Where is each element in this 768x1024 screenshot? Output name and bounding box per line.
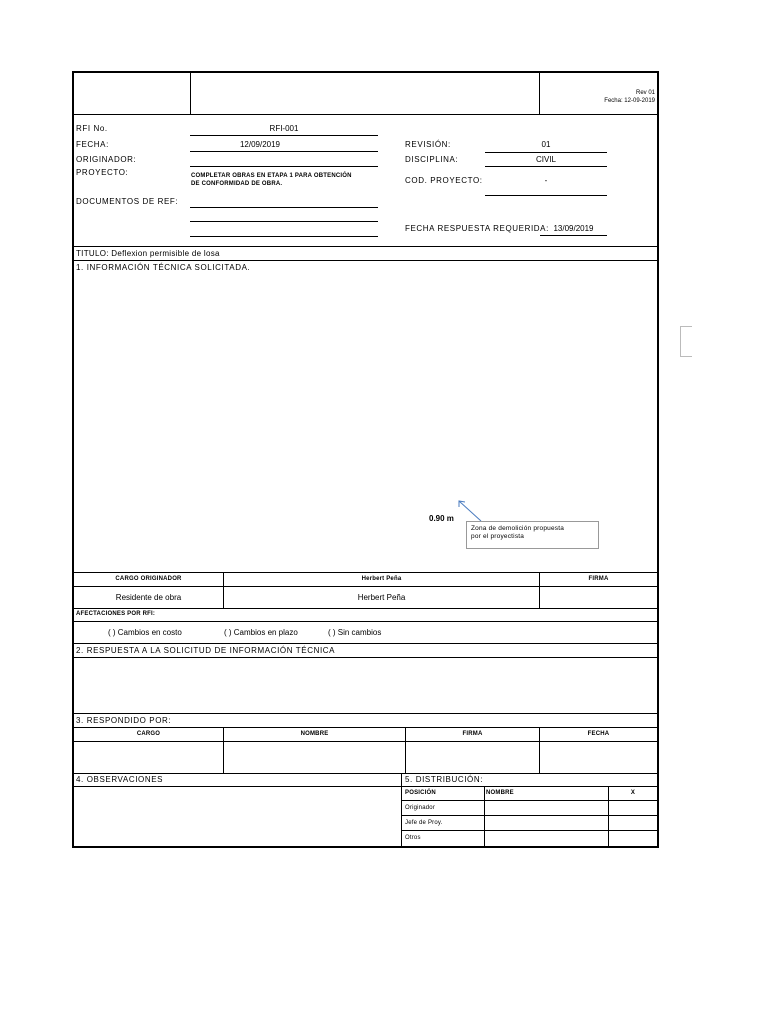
orig-table-top — [72, 572, 659, 573]
cod-proyecto-label: COD. PROYECTO: — [405, 176, 483, 185]
header-bottom-line — [72, 114, 659, 115]
rfi-underline — [190, 135, 378, 136]
fecha-value[interactable]: 12/09/2019 — [239, 140, 281, 149]
titulo[interactable]: TITULO: Deflexion permisible de losa — [76, 249, 220, 258]
resp-firma-cell[interactable] — [406, 742, 539, 773]
section2-heading: 2. RESPUESTA A LA SOLICITUD DE INFORMACIÓN TÉCNICA — [76, 646, 336, 655]
section2-top-line — [72, 643, 659, 644]
section5-heading: 5. DISTRIBUCIÓN: — [405, 775, 484, 784]
orig-col-nombre: Herbert Peña — [361, 576, 402, 582]
revision-value[interactable]: 01 — [541, 140, 551, 149]
doc-rev: Rev 01 — [635, 90, 655, 96]
rfi-label: RFI No. — [76, 124, 108, 133]
resp-col-firma: FIRMA — [462, 731, 483, 737]
dist-row-originador: Originador — [405, 805, 436, 811]
disciplina-underline — [485, 166, 607, 167]
dist-row-3 — [401, 830, 659, 831]
cod-proyecto-value[interactable]: - — [544, 176, 548, 185]
proyecto-label: PROYECTO: — [76, 168, 129, 177]
dist-row-otros: Otros — [405, 835, 421, 841]
orig-firma-cell[interactable] — [540, 587, 657, 608]
orig-cargo-value[interactable]: Residente de obra — [115, 593, 182, 602]
border-right — [657, 71, 659, 848]
originador-underline — [190, 166, 378, 167]
page-side-tab[interactable] — [680, 326, 692, 357]
orig-col-cargo: CARGO ORIGINADOR — [115, 576, 182, 582]
afectaciones-line — [72, 621, 659, 622]
dist-col-nombre: NOMBRE — [486, 790, 514, 796]
fecha-respuesta-underline — [540, 235, 607, 236]
proyecto-value-line1: COMPLETAR OBRAS EN ETAPA 1 PARA OBTENCIÓN — [191, 173, 352, 179]
demolition-note-box — [466, 521, 599, 549]
demolition-note-text — [471, 525, 564, 541]
section3-heading-line — [72, 727, 659, 728]
dist-row-jefe: Jefe de Proy. — [405, 820, 443, 826]
afectaciones-label: AFECTACIONES POR RFI: — [76, 611, 156, 617]
resp-col-fecha: FECHA — [587, 731, 610, 737]
documentos-underline-3 — [190, 236, 378, 237]
originador-label: ORIGINADOR: — [76, 155, 137, 164]
option-sin-cambios[interactable]: ( ) Sin cambios — [328, 628, 382, 637]
section3-heading: 3. RESPONDIDO POR: — [76, 716, 172, 725]
documentos-label: DOCUMENTOS DE REF: — [76, 197, 179, 206]
documentos-underline-1 — [190, 207, 378, 208]
section45-divider — [401, 773, 402, 847]
resp-col-nombre: NOMBRE — [300, 731, 329, 737]
titulo-bottom-line — [72, 260, 659, 261]
revision-underline — [485, 152, 607, 153]
dist-col-1 — [484, 786, 485, 847]
resp-fecha-cell[interactable] — [540, 742, 657, 773]
proyecto-value-line2: DE CONFORMIDAD DE OBRA. — [191, 181, 283, 187]
dist-col-posicion: POSICIÓN — [405, 790, 436, 796]
header-divider-2 — [539, 71, 540, 115]
dimension-label: 0.90 m — [429, 514, 454, 523]
border-bottom — [72, 846, 659, 848]
disciplina-label: DISCIPLINA: — [405, 155, 459, 164]
dist-row-1 — [401, 800, 659, 801]
resp-cargo-cell[interactable] — [74, 742, 223, 773]
revision-label: REVISIÓN: — [405, 140, 451, 149]
fecha-label: FECHA: — [76, 140, 109, 149]
fecha-underline — [190, 151, 378, 152]
demolition-note-line1: Zona de demolición propuesta — [471, 525, 565, 532]
resp-col-cargo: CARGO — [136, 731, 161, 737]
dist-col-x: X — [630, 790, 636, 796]
fecha-respuesta-value[interactable]: 13/09/2019 — [553, 224, 594, 233]
option-cambios-costo[interactable]: ( ) Cambios en costo — [108, 628, 182, 637]
documentos-underline-2 — [190, 221, 378, 222]
orig-col-firma: FIRMA — [588, 576, 609, 582]
doc-date: Fecha: 12-09-2019 — [604, 98, 655, 104]
option-cambios-plazo[interactable]: ( ) Cambios en plazo — [224, 628, 298, 637]
section4-heading: 4. OBSERVACIONES — [76, 775, 164, 784]
demolition-note-line2: por el proyectista — [471, 533, 525, 540]
orig-table-bottom — [72, 608, 659, 609]
observaciones-area[interactable] — [74, 787, 401, 846]
section2-response-area[interactable] — [74, 658, 657, 713]
fecha-respuesta-label: FECHA RESPUESTA REQUERIDA: — [405, 224, 549, 233]
section1-heading: 1. INFORMACIÓN TÉCNICA SOLICITADA. — [76, 263, 251, 272]
titulo-top-line — [72, 246, 659, 247]
header-divider-1 — [190, 71, 191, 115]
disciplina-value[interactable]: CIVIL — [535, 155, 556, 164]
rfi-value[interactable]: RFI-001 — [269, 124, 299, 133]
section3-top-line — [72, 713, 659, 714]
orig-nombre-value[interactable]: Herbert Peña — [357, 593, 406, 602]
border-top — [72, 71, 659, 73]
dist-row-2 — [401, 815, 659, 816]
proyecto-value[interactable] — [191, 172, 352, 188]
cod-proyecto-underline — [485, 195, 607, 196]
section4-top-line — [72, 773, 659, 774]
resp-nombre-cell[interactable] — [224, 742, 405, 773]
doc-revision-box — [604, 89, 655, 105]
